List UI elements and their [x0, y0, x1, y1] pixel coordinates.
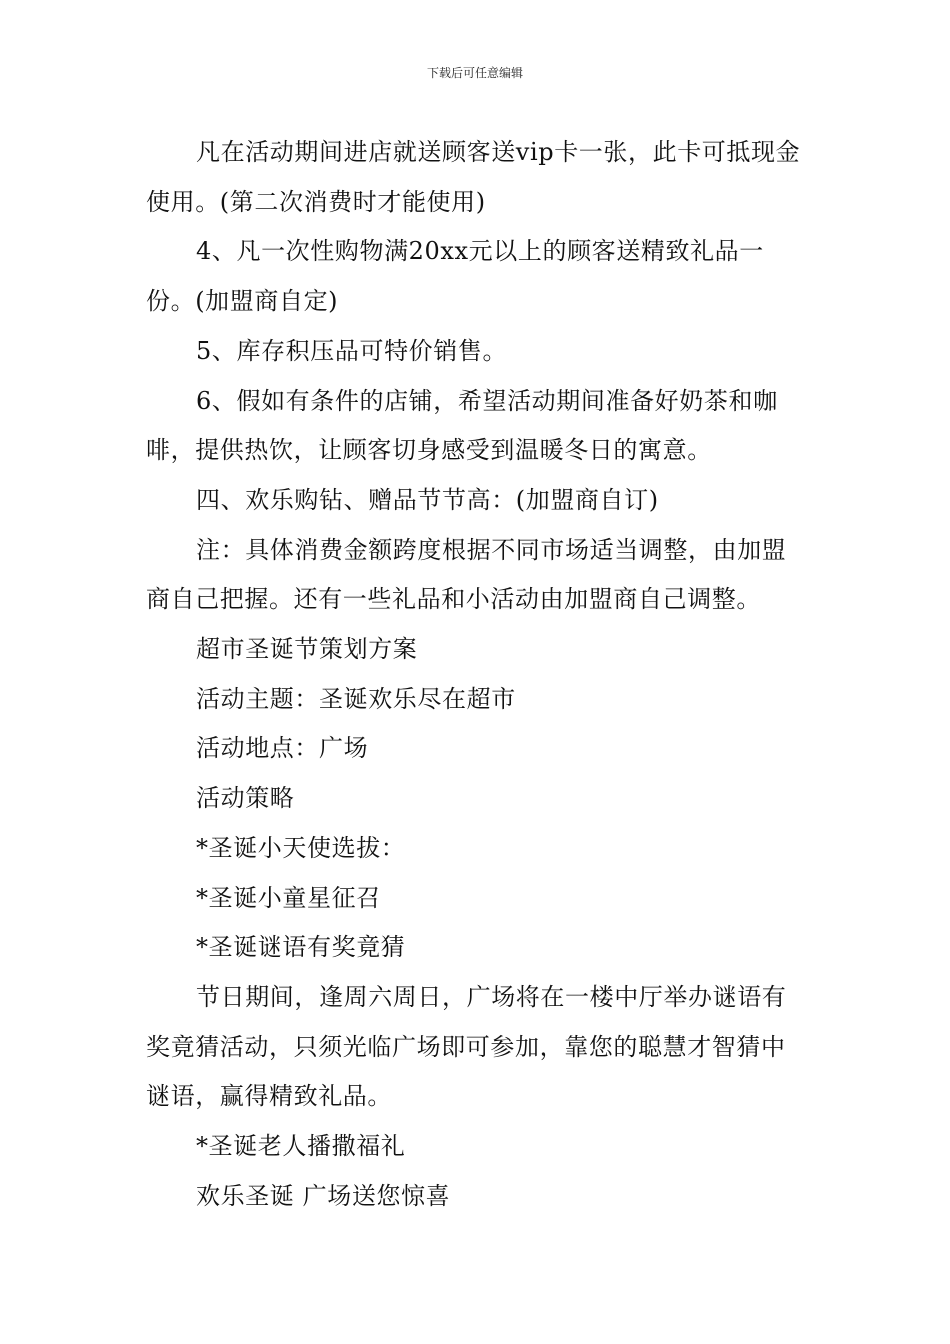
paragraph-section-four: 四、欢乐购钻、赠品节节高：(加盟商自订): [196, 485, 659, 514]
paragraph-plan-title: 超市圣诞节策划方案: [196, 635, 418, 664]
document-body: [146, 128, 806, 1221]
paragraph-santa-gifts: *圣诞老人播撒福礼: [196, 1132, 406, 1161]
paragraph-riddle-details: 节日期间，逢周六周日，广场将在一楼中厅举办谜语有奖竟猜活动，只须光临广场即可参加，靠您的聪慧才智猜中谜语，赢得精致礼品。: [146, 982, 787, 1111]
paragraph-child-star: *圣诞小童星征召: [196, 883, 381, 912]
page-header: 下载后可任意编辑: [426, 66, 523, 80]
paragraph-gift-purchase: 4、凡一次性购物满20xx元以上的顾客送精致礼品一份。(加盟商自定): [146, 237, 764, 316]
paragraph-surprise: 欢乐圣诞 广场送您惊喜: [196, 1181, 451, 1210]
paragraph-vip-card: 凡在活动期间进店就送顾客送vip卡一张，此卡可抵现金使用。(第二次消费时才能使用): [146, 138, 801, 216]
paragraph-stock-sale: 5、库存积压品可特价销售。: [196, 336, 508, 365]
paragraph-hot-drinks: 6、假如有条件的店铺，希望活动期间准备好奶茶和咖啡，提供热饮，让顾客切身感受到温暖冬日的寓意。: [146, 386, 778, 465]
paragraph-location: 活动地点：广场: [196, 734, 369, 763]
paragraph-note: 注：具体消费金额跨度根据不同市场适当调整，由加盟商自己把握。还有一些礼品和小活动由加盟商自己调整。: [146, 535, 787, 614]
paragraph-riddle-quiz: *圣诞谜语有奖竟猜: [196, 933, 406, 962]
paragraph-theme: 活动主题：圣诞欢乐尽在超市: [196, 684, 516, 713]
paragraph-angel-selection: *圣诞小天使选拔：: [196, 833, 406, 862]
paragraph-strategy: 活动策略: [196, 784, 295, 813]
